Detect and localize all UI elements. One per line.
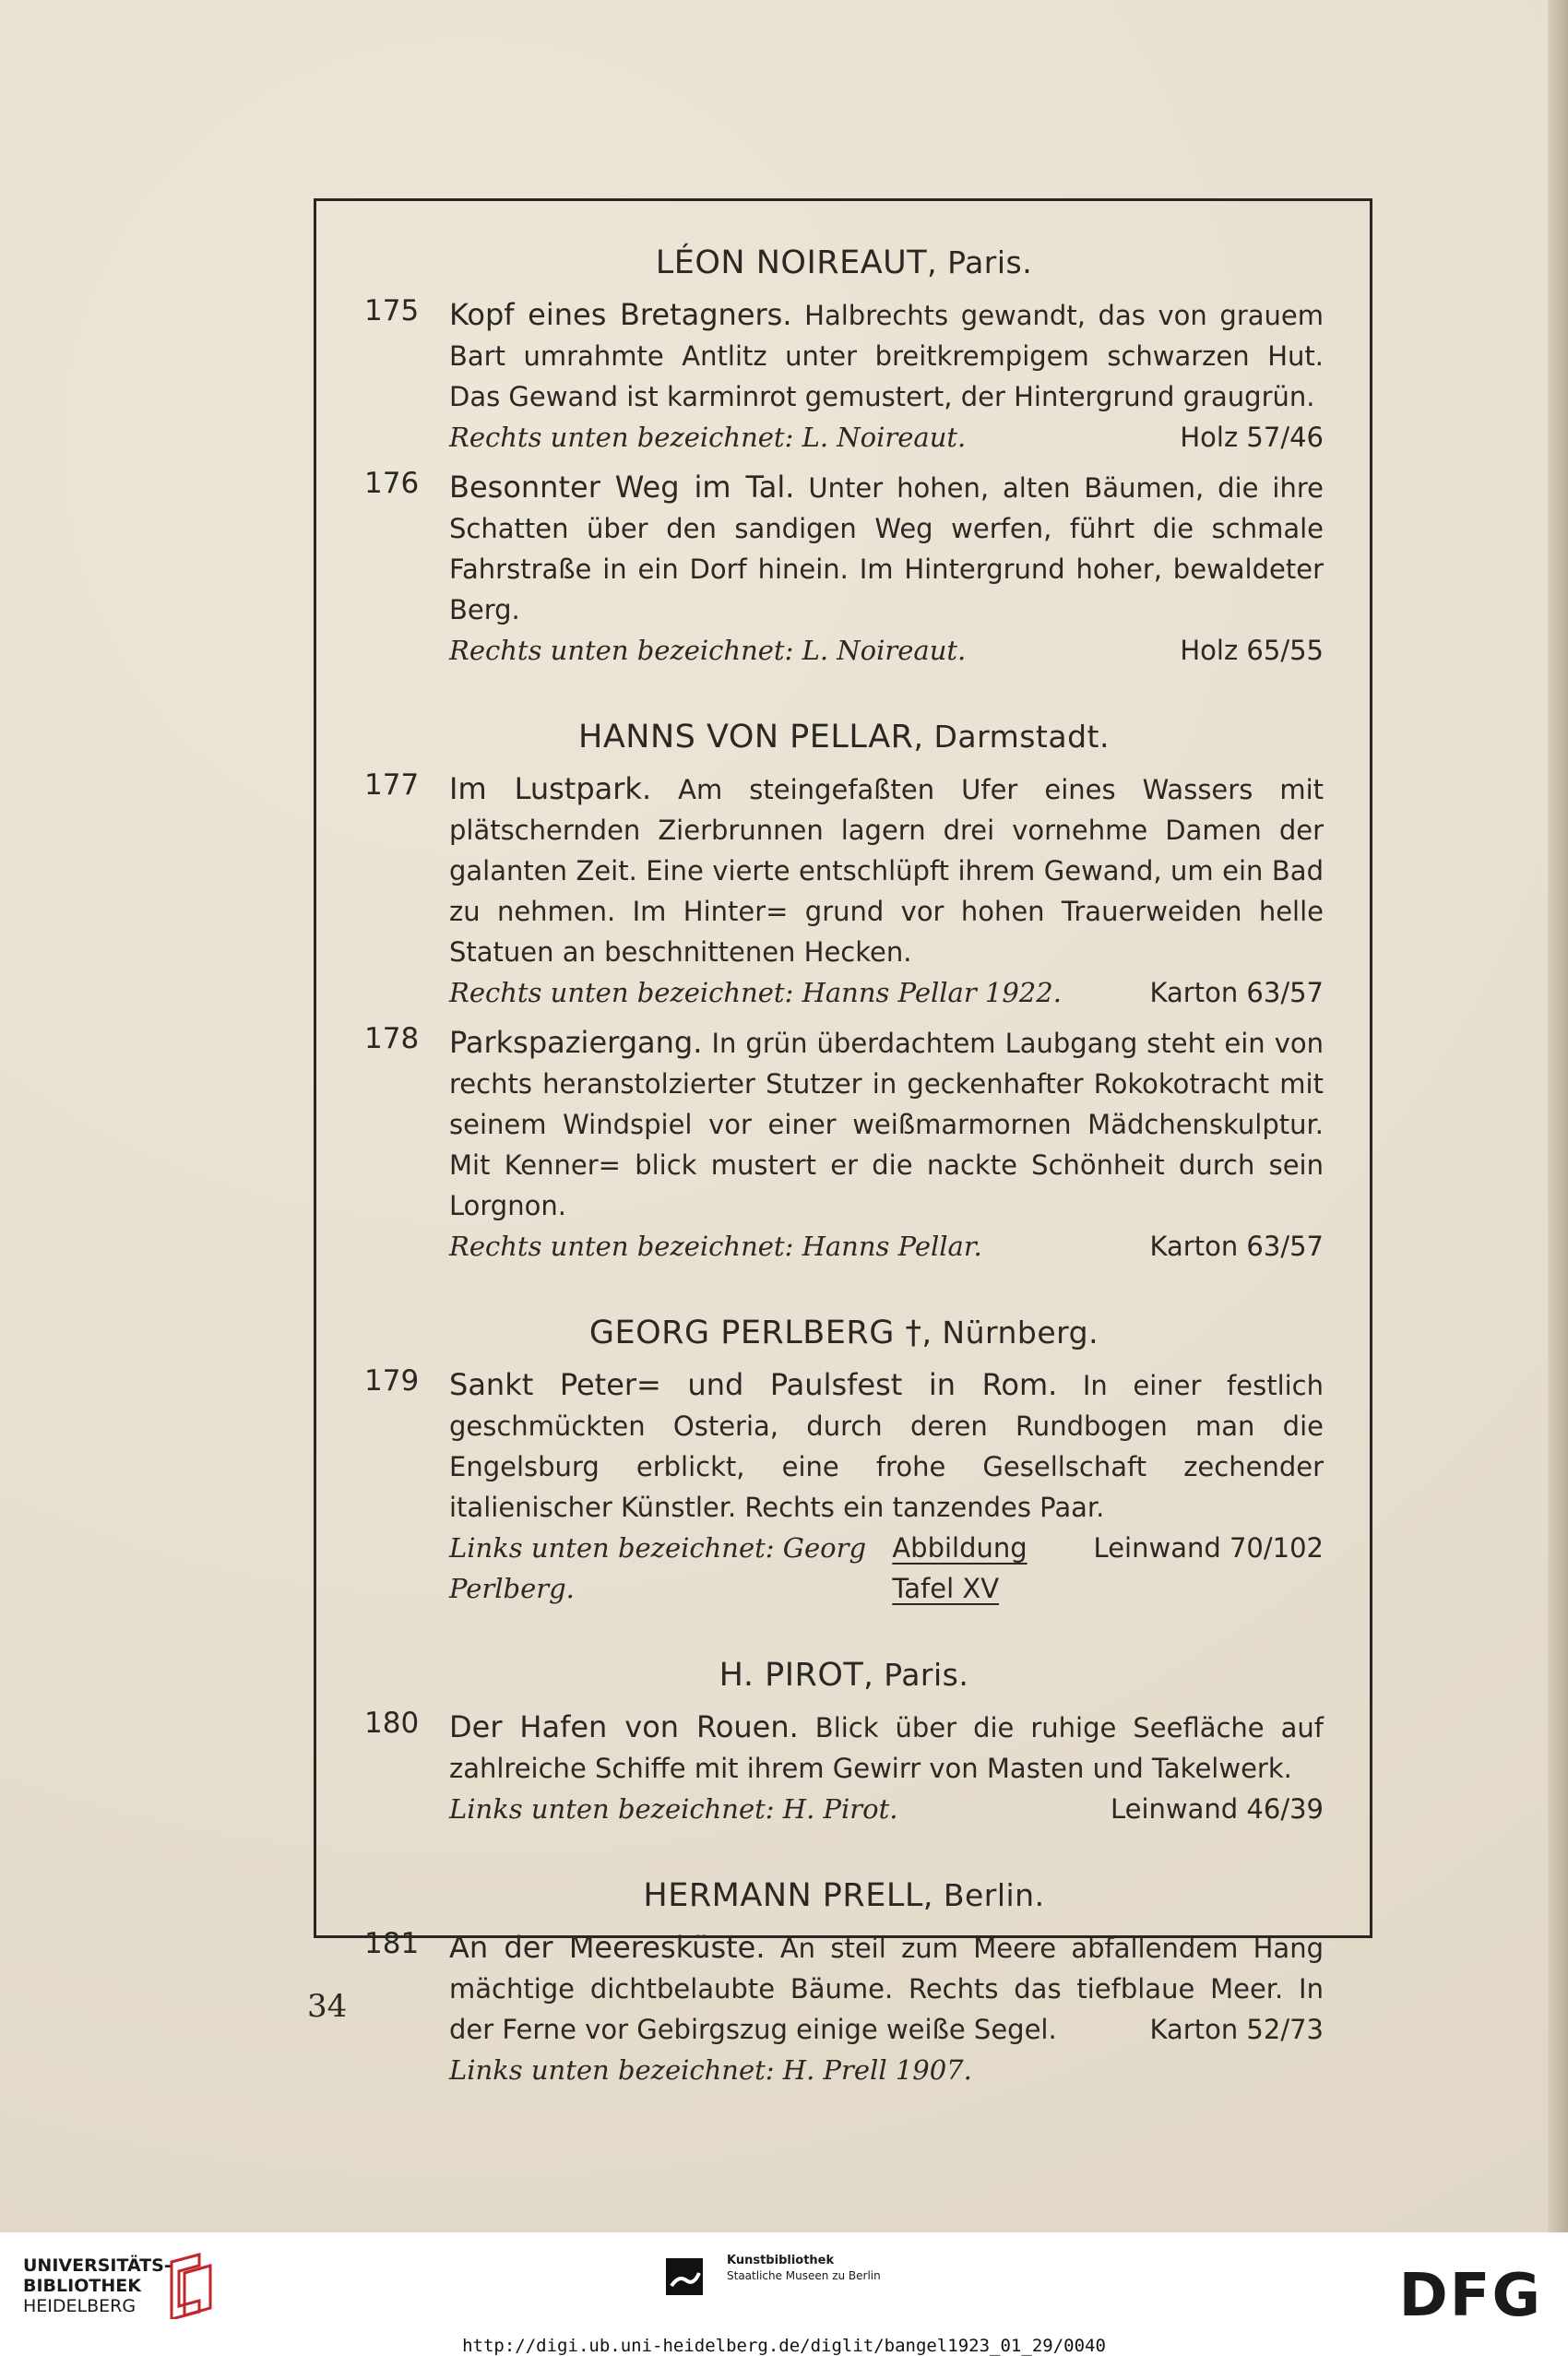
signature-line xyxy=(449,972,1324,1013)
entry-title: Parkspaziergang. xyxy=(449,1025,703,1060)
catalog-content xyxy=(364,244,1324,2100)
signature-line xyxy=(449,1789,1324,1829)
artist-heading xyxy=(364,719,1324,756)
entry-number: 175 xyxy=(364,294,420,327)
plate-reference: Abbildung Tafel XV xyxy=(892,1532,1028,1604)
entry-title: Im Lustpark. xyxy=(449,771,652,806)
library-name-line: HEIDELBERG xyxy=(23,2296,137,2316)
catalog-entry xyxy=(364,294,1324,458)
catalog-entry xyxy=(364,467,1324,671)
entry-description xyxy=(449,1364,1324,1564)
kunstbibliothek-logo[interactable] xyxy=(727,2253,881,2284)
entry-medium: Leinwand 46/39 xyxy=(1111,1793,1324,1825)
entry-text: An steil zum Meere abfallendem Hang mächtige dichtbelaubte Bäume. Rechts das tiefblaue Meer. In der Ferne vor Gebirgszug einige weiße Segel. xyxy=(449,1933,1324,2045)
entry-medium: Holz 65/55 xyxy=(1180,635,1324,666)
entry-medium: Holz 57/46 xyxy=(1180,422,1324,453)
entry-text: Unter hohen, alten Bäumen, die ihre Schatten über den sandigen Weg werfen, führt die schmale Fahrstraße in ein Dorf hinein. Im Hintergrund hoher, bewaldeter Berg. xyxy=(449,472,1324,625)
entry-signature: Links unten bezeichnet: H. Prell 1907. xyxy=(449,2054,972,2086)
entry-title: Sankt Peter= und Paulsfest in Rom. xyxy=(449,1367,1058,1402)
entry-text: In einer festlich geschmückten Osteria, durch deren Rundbogen man die Engelsburg erblickt, eine frohe Gesellschaft zechender italienischer Künstler. Rechts ein tanzendes Paar. xyxy=(449,1370,1324,1523)
artist-name: LÉON NOIREAUT xyxy=(655,244,928,281)
entry-text: Blick über die ruhige Seefläche auf zahlreiche Schiffe mit ihrem Gewirr von Masten und Takelwerk. xyxy=(449,1712,1324,1784)
artist-place: , Nürnberg. xyxy=(921,1315,1099,1351)
entry-signature: Rechts unten bezeichnet: Hanns Pellar 1922. xyxy=(449,977,1062,1008)
entry-title: Kopf eines Bretagners. xyxy=(449,297,792,332)
kunstbibliothek-logo-icon xyxy=(666,2258,703,2295)
entry-signature: Rechts unten bezeichnet: L. Noireaut. xyxy=(449,635,967,666)
entry-number: 177 xyxy=(364,768,420,802)
entry-medium: Leinwand 70/102 xyxy=(1093,1532,1324,1564)
artist-place: , Paris. xyxy=(863,1657,969,1693)
page-edge xyxy=(1548,0,1568,2232)
signature-line xyxy=(449,1226,1324,1267)
entry-text: In grün überdachtem Laubgang steht ein von rechts heranstolzierter Stutzer in geckenhafter Rokokotracht mit seinem Windspiel vor einer weißmarmornen Mädchenskulptur. Mit Kenner= blick mustert er die nackte Schönheit durch sein Lorgnon. xyxy=(449,1028,1324,1221)
entry-description xyxy=(449,1707,1324,1789)
catalog-entry xyxy=(364,768,1324,1013)
entry-title: Der Hafen von Rouen. xyxy=(449,1709,799,1744)
entry-signature: Links unten bezeichnet: H. Pirot. xyxy=(449,1793,898,1825)
entry-title: An der Meeresküste. xyxy=(449,1930,766,1965)
catalog-entry xyxy=(364,1707,1324,1829)
entry-text: Halbrechts gewandt, das von grauem Bart umrahmte Antlitz unter breitkrempigem schwarzen Hut. Das Gewand ist karminrot gemustert, der Hintergrund graugrün. xyxy=(449,300,1324,412)
library-name-line: UNIVERSITÄTS- xyxy=(23,2255,172,2276)
entry-description xyxy=(449,1927,1324,2050)
catalog-entry xyxy=(364,1022,1324,1267)
entry-medium: Karton 63/57 xyxy=(1149,977,1324,1008)
entry-title: Besonnter Weg im Tal. xyxy=(449,470,795,505)
artist-heading xyxy=(364,1315,1324,1351)
permalink-url[interactable]: http://digi.ub.uni-heidelberg.de/diglit/bangel1923_01_29/0040 xyxy=(462,2336,1106,2356)
entry-number: 180 xyxy=(364,1707,420,1740)
signature-line xyxy=(449,1528,1094,1609)
entry-description xyxy=(449,768,1324,972)
entry-number: 179 xyxy=(364,1364,420,1398)
artist-heading xyxy=(364,1657,1324,1694)
signature-line xyxy=(449,2050,1324,2090)
artist-place: , Darmstadt. xyxy=(913,719,1110,755)
catalog-entry xyxy=(364,1364,1324,1609)
entry-signature: Links unten bezeichnet: Georg Perlberg. xyxy=(449,1532,867,1604)
artist-name: GEORG PERLBERG † xyxy=(588,1315,922,1351)
dfg-logo[interactable]: DFG xyxy=(1398,2262,1542,2330)
viewer-footer xyxy=(0,2232,1568,2351)
entry-description xyxy=(449,467,1324,630)
artist-name: H. PIROT xyxy=(719,1657,864,1694)
entry-text: Am steingefaßten Ufer eines Wassers mit plätschernden Zierbrunnen lagern drei vornehme Damen der galanten Zeit. Eine vierte entschlüpft ihrem Gewand, um ein Bad zu nehmen. Im Hinter= grund vor hohen Trauerweiden helle Statuen an beschnittenen Hecken. xyxy=(449,774,1324,968)
entry-signature: Rechts unten bezeichnet: L. Noireaut. xyxy=(449,422,967,453)
artist-heading xyxy=(364,1877,1324,1914)
signature-line xyxy=(449,417,1180,458)
artist-heading xyxy=(364,244,1324,281)
entry-description xyxy=(449,1022,1324,1226)
artist-place: , Berlin. xyxy=(922,1877,1045,1913)
entry-number: 181 xyxy=(364,1927,420,1960)
entry-medium: Karton 63/57 xyxy=(1149,1231,1324,1262)
university-library-logo[interactable] xyxy=(23,2255,172,2316)
artist-place: , Paris. xyxy=(927,244,1033,280)
signature-line xyxy=(449,630,1324,671)
library-name-line: BIBLIOTHEK xyxy=(23,2276,141,2296)
artist-name: HANNS VON PELLAR xyxy=(578,719,914,756)
artist-name: HERMANN PRELL xyxy=(643,1877,923,1914)
entry-signature: Rechts unten bezeichnet: Hanns Pellar. xyxy=(449,1231,982,1262)
catalog-entry xyxy=(364,1927,1324,2090)
library-emblem-icon xyxy=(159,2253,214,2319)
entry-number: 178 xyxy=(364,1022,420,1055)
kb-subtitle: Staatliche Museen zu Berlin xyxy=(727,2269,881,2282)
page-number: 34 xyxy=(307,1988,348,2025)
entry-number: 176 xyxy=(364,467,420,500)
kb-name: Kunstbibliothek xyxy=(727,2254,835,2267)
entry-medium: Karton 52/73 xyxy=(1149,2014,1324,2045)
